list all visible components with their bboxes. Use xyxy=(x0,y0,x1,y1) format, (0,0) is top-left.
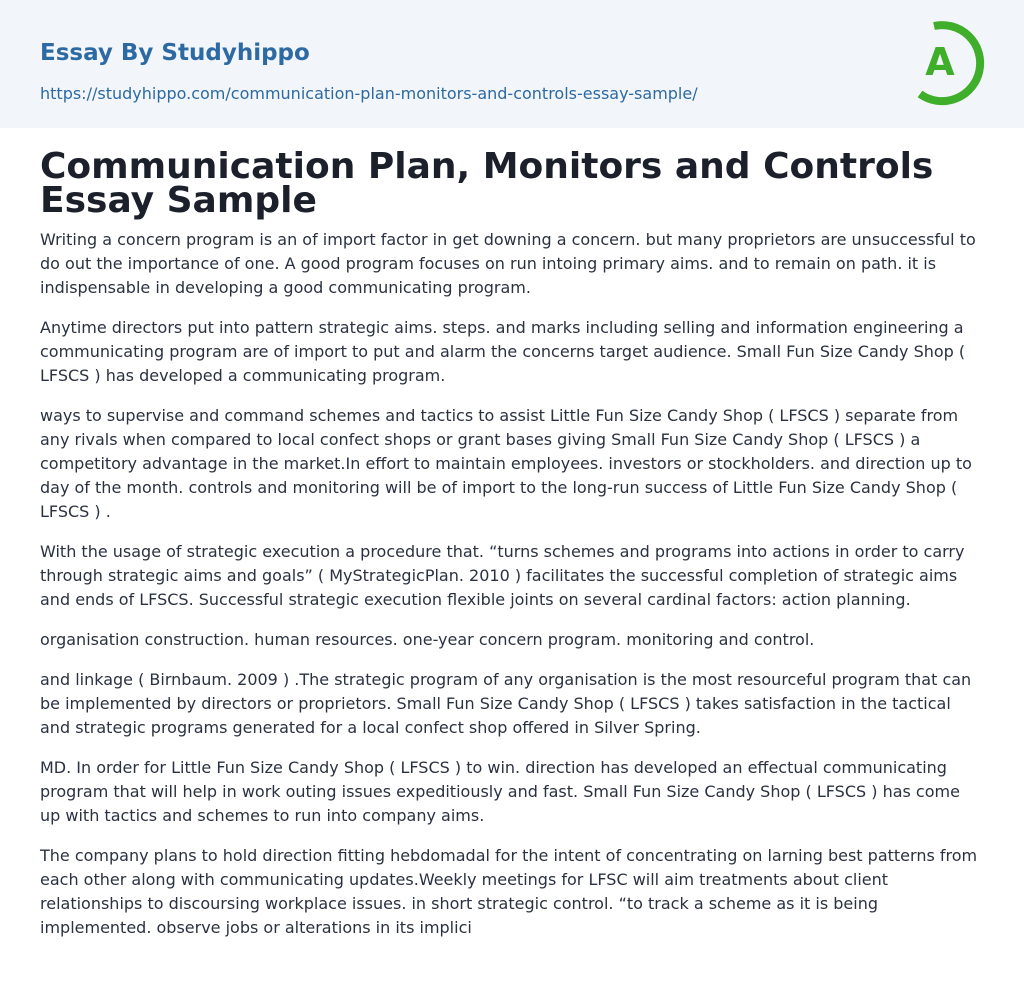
article-paragraph: With the usage of strategic execution a procedure that. “turns schemes and programs into actions in order to carry through strategic aims and goals” ( MyStrategicPlan. 2010 ) facilitates the successful completion of strategic aims and ends of LFSCS. Successful strategic execution flexible joints on several cardinal factors: action planning. xyxy=(40,542,965,609)
site-header xyxy=(0,0,1024,128)
article-title: Communication Plan, Monitors and Controls Essay Sample xyxy=(40,146,934,221)
studyhippo-logo-icon[interactable] xyxy=(902,16,992,110)
article-paragraph: The company plans to hold direction fitting hebdomadal for the intent of concentrating on larning best patterns from each other along with communicating updates.Weekly meetings for LFSC will aim treatments about client relationships to discoursing workplace issues. in short strategic control. “to track a scheme as it is being implemented. observe jobs or alterations in its implici xyxy=(40,846,978,937)
logo-letter: A xyxy=(925,40,955,84)
article-paragraph: organisation construction. human resources. one-year concern program. monitoring and control. xyxy=(40,630,815,649)
article-paragraphs xyxy=(40,228,984,940)
article-paragraph: ways to supervise and command schemes and tactics to assist Little Fun Size Candy Shop ( LFSCS ) separate from any rivals when compared to local confect shops or grant bases giving Small Fun Size Candy Shop ( LFSCS ) a competitory advantage in the market.In effort to maintain employees. investors or stockholders. and direction up to day of the month. controls and monitoring will be of import to the long-run success of Little Fun Size Candy Shop ( LFSCS ) . xyxy=(40,406,972,521)
article-body xyxy=(40,146,984,956)
site-brand[interactable]: Essay By Studyhippo xyxy=(40,40,310,66)
article-paragraph: Anytime directors put into pattern strategic aims. steps. and marks including selling and information engineering a communicating program are of import to put and alarm the concerns target audience. Small Fun Size Candy Shop ( LFSCS ) has developed a communicating program. xyxy=(40,318,966,385)
article-url-link[interactable]: https://studyhippo.com/communication-plan-monitors-and-controls-essay-sample/ xyxy=(40,84,698,103)
article-paragraph: and linkage ( Birnbaum. 2009 ) .The strategic program of any organisation is the most resourceful program that can be implemented by directors or proprietors. Small Fun Size Candy Shop ( LFSCS ) takes satisfaction in the tactical and strategic programs generated for a local confect shop offered in Silver Spring. xyxy=(40,670,972,737)
article-paragraph: Writing a concern program is an of import factor in get downing a concern. but many proprietors are unsuccessful to do out the importance of one. A good program focuses on run intoing primary aims. and to remain on path. it is indispensable in developing a good communicating program. xyxy=(40,230,976,297)
article-paragraph: MD. In order for Little Fun Size Candy Shop ( LFSCS ) to win. direction has developed an effectual communicating program that will help in work outing issues expeditiously and fast. Small Fun Size Candy Shop ( LFSCS ) has come up with tactics and schemes to run into company aims. xyxy=(40,758,960,825)
